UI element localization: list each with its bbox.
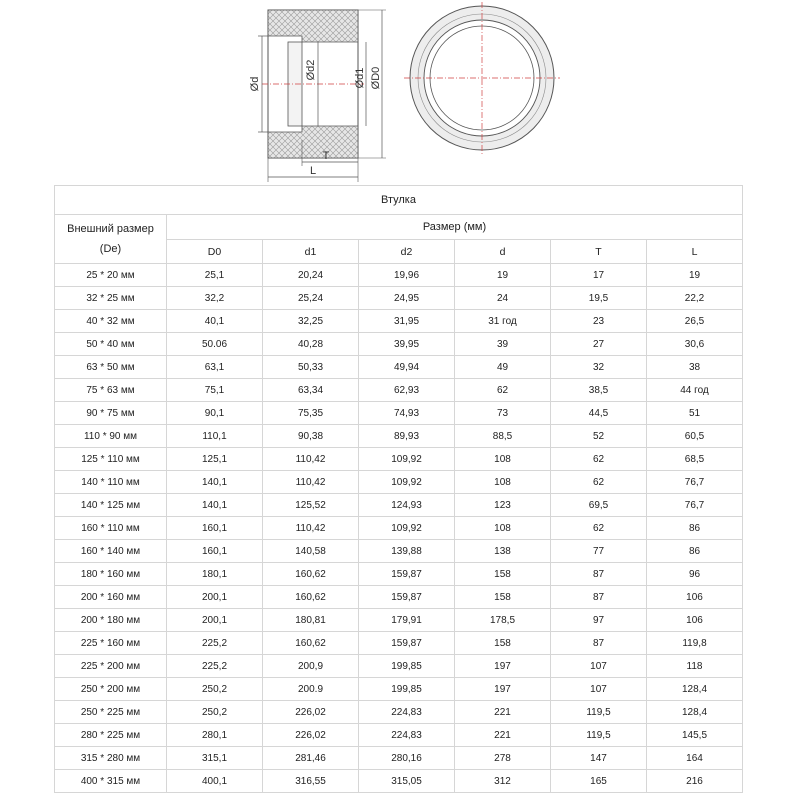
dimension-cell: 315,1 (167, 747, 263, 770)
dimension-cell: 119,5 (551, 701, 647, 724)
column-header-T: T (551, 240, 647, 264)
dimension-cell: 110,1 (167, 425, 263, 448)
dimension-cell: 40,28 (263, 333, 359, 356)
dimension-cell: 224,83 (359, 701, 455, 724)
dimension-cell: 160,1 (167, 517, 263, 540)
outer-size-cell: 110 * 90 мм (55, 425, 167, 448)
dimension-cell: 19 (647, 264, 743, 287)
dimension-cell: 180,1 (167, 563, 263, 586)
table-row (55, 632, 743, 655)
outer-size-cell: 315 * 280 мм (55, 747, 167, 770)
dimension-cell: 312 (455, 770, 551, 793)
dimension-cell: 140,1 (167, 471, 263, 494)
dimension-cell: 90,38 (263, 425, 359, 448)
column-header-d: d (455, 240, 551, 264)
dimension-cell: 281,46 (263, 747, 359, 770)
dimension-cell: 119,5 (551, 724, 647, 747)
size-header: Размер (мм) (167, 215, 743, 240)
dimension-cell: 280,1 (167, 724, 263, 747)
dimension-cell: 24,95 (359, 287, 455, 310)
dimension-cell: 160,62 (263, 563, 359, 586)
table-row (55, 517, 743, 540)
dimension-cell: 26,5 (647, 310, 743, 333)
label-D0: ØD0 (370, 66, 382, 90)
dimension-cell: 49,94 (359, 356, 455, 379)
label-L: L (309, 165, 317, 177)
dimension-cell: 197 (455, 678, 551, 701)
dimension-cell: 62 (551, 471, 647, 494)
column-header-d1: d1 (263, 240, 359, 264)
column-header-L: L (647, 240, 743, 264)
dimension-cell: 38 (647, 356, 743, 379)
dimension-cell: 160,1 (167, 540, 263, 563)
dimension-cell: 106 (647, 609, 743, 632)
dimension-cell: 87 (551, 632, 647, 655)
dimension-cell: 107 (551, 655, 647, 678)
outer-size-cell: 160 * 140 мм (55, 540, 167, 563)
outer-size-cell: 50 * 40 мм (55, 333, 167, 356)
dimension-cell: 147 (551, 747, 647, 770)
bushing-dimensions-table (54, 185, 743, 793)
section-view (249, 10, 386, 182)
dimension-cell: 76,7 (647, 494, 743, 517)
outer-size-cell: 160 * 110 мм (55, 517, 167, 540)
dimension-cell: 40,1 (167, 310, 263, 333)
dimension-cell: 108 (455, 471, 551, 494)
label-d2: Ød2 (305, 59, 317, 81)
bushing-technical-drawing (0, 0, 800, 185)
dimension-cell: 75,35 (263, 402, 359, 425)
outer-size-cell: 25 * 20 мм (55, 264, 167, 287)
table-row (55, 701, 743, 724)
outer-size-cell: 75 * 63 мм (55, 379, 167, 402)
table-row (55, 770, 743, 793)
dimension-cell: 110,42 (263, 517, 359, 540)
outer-size-cell: 125 * 110 мм (55, 448, 167, 471)
table-row (55, 724, 743, 747)
dimension-cell: 109,92 (359, 471, 455, 494)
dimension-cell: 44 год (647, 379, 743, 402)
table-row (55, 448, 743, 471)
dimension-cell: 138 (455, 540, 551, 563)
dimension-cell: 86 (647, 517, 743, 540)
dimension-cell: 316,55 (263, 770, 359, 793)
outer-size-cell: 180 * 160 мм (55, 563, 167, 586)
table-row (55, 287, 743, 310)
dimension-cell: 19,5 (551, 287, 647, 310)
dimension-cell: 164 (647, 747, 743, 770)
dimension-cell: 250,2 (167, 701, 263, 724)
label-d1: Ød1 (354, 67, 366, 89)
outer-size-cell: 90 * 75 мм (55, 402, 167, 425)
dimension-cell: 200.9 (263, 678, 359, 701)
dimension-cell: 106 (647, 586, 743, 609)
dimension-cell: 108 (455, 448, 551, 471)
dimension-cell: 145,5 (647, 724, 743, 747)
table-row (55, 494, 743, 517)
table-row (55, 563, 743, 586)
outer-size-header: Внешний размер (De) (55, 215, 167, 264)
dimension-cell: 50,33 (263, 356, 359, 379)
dimension-cell: 278 (455, 747, 551, 770)
dimension-cell: 124,93 (359, 494, 455, 517)
dimension-cell: 180,81 (263, 609, 359, 632)
dimension-cell: 160,62 (263, 632, 359, 655)
dimension-cell: 31,95 (359, 310, 455, 333)
dimension-cell: 315,05 (359, 770, 455, 793)
dimension-cell: 226,02 (263, 724, 359, 747)
dimension-cell: 160,62 (263, 586, 359, 609)
dimension-cell: 31 год (455, 310, 551, 333)
dimension-cell: 62,93 (359, 379, 455, 402)
dimension-cell: 74,93 (359, 402, 455, 425)
dimension-cell: 32,25 (263, 310, 359, 333)
table-row (55, 655, 743, 678)
column-header-d2: d2 (359, 240, 455, 264)
outer-size-cell: 140 * 125 мм (55, 494, 167, 517)
dimension-cell: 32 (551, 356, 647, 379)
dimension-cell: 226,02 (263, 701, 359, 724)
dimension-cell: 19 (455, 264, 551, 287)
dimension-cell: 86 (647, 540, 743, 563)
label-d: Ød (249, 76, 261, 92)
dimension-cell: 77 (551, 540, 647, 563)
dimension-cell: 179,91 (359, 609, 455, 632)
dimension-cell: 90,1 (167, 402, 263, 425)
table-row (55, 310, 743, 333)
dimension-cell: 25,24 (263, 287, 359, 310)
outer-size-cell: 250 * 225 мм (55, 701, 167, 724)
end-view (404, 2, 560, 154)
outer-size-cell: 280 * 225 мм (55, 724, 167, 747)
outer-size-cell: 225 * 160 мм (55, 632, 167, 655)
dimension-cell: 19,96 (359, 264, 455, 287)
dimension-cell: 68,5 (647, 448, 743, 471)
outer-size-cell: 63 * 50 мм (55, 356, 167, 379)
dimension-cell: 128,4 (647, 678, 743, 701)
dimension-cell: 89,93 (359, 425, 455, 448)
dimension-cell: 125,52 (263, 494, 359, 517)
dimension-cell: 17 (551, 264, 647, 287)
outer-size-cell: 32 * 25 мм (55, 287, 167, 310)
dimension-cell: 38,5 (551, 379, 647, 402)
dimension-cell: 199,85 (359, 678, 455, 701)
dimension-cell: 44,5 (551, 402, 647, 425)
dimension-cell: 159,87 (359, 632, 455, 655)
dimension-cell: 63,1 (167, 356, 263, 379)
dimension-cell: 140,58 (263, 540, 359, 563)
dimension-cell: 20,24 (263, 264, 359, 287)
dimension-cell: 69,5 (551, 494, 647, 517)
table-row (55, 586, 743, 609)
dimension-cell: 109,92 (359, 448, 455, 471)
dimension-cell: 250,2 (167, 678, 263, 701)
outer-size-cell: 200 * 160 мм (55, 586, 167, 609)
dimension-cell: 200,1 (167, 609, 263, 632)
table-title: Втулка (55, 186, 743, 215)
dimension-cell: 216 (647, 770, 743, 793)
dimension-cell: 51 (647, 402, 743, 425)
dimension-cell: 197 (455, 655, 551, 678)
dimension-cell: 158 (455, 632, 551, 655)
dimension-cell: 23 (551, 310, 647, 333)
outer-size-cell: 225 * 200 мм (55, 655, 167, 678)
dimension-cell: 49 (455, 356, 551, 379)
dimension-cell: 73 (455, 402, 551, 425)
dimension-cell: 178,5 (455, 609, 551, 632)
dimension-cell: 22,2 (647, 287, 743, 310)
dimension-cell: 159,87 (359, 586, 455, 609)
dimension-cell: 225,2 (167, 632, 263, 655)
dimension-cell: 225,2 (167, 655, 263, 678)
dimension-cell: 109,92 (359, 517, 455, 540)
dimension-cell: 158 (455, 586, 551, 609)
dimension-cell: 118 (647, 655, 743, 678)
dimension-cell: 165 (551, 770, 647, 793)
dimension-cell: 27 (551, 333, 647, 356)
dimension-cell: 140,1 (167, 494, 263, 517)
dimension-cell: 30,6 (647, 333, 743, 356)
dimension-cell: 63,34 (263, 379, 359, 402)
table-row (55, 379, 743, 402)
dimension-cell: 75,1 (167, 379, 263, 402)
dimension-cell: 125,1 (167, 448, 263, 471)
table-row (55, 747, 743, 770)
table-row (55, 425, 743, 448)
dimension-cell: 200,9 (263, 655, 359, 678)
dimension-cell: 62 (551, 517, 647, 540)
dimension-cell: 400,1 (167, 770, 263, 793)
dimension-cell: 224,83 (359, 724, 455, 747)
dimension-cell: 24 (455, 287, 551, 310)
table-row (55, 356, 743, 379)
dimension-cell: 221 (455, 701, 551, 724)
dimension-cell: 62 (551, 448, 647, 471)
dimension-cell: 158 (455, 563, 551, 586)
table-row (55, 540, 743, 563)
dimension-cell: 110,42 (263, 448, 359, 471)
table-row (55, 333, 743, 356)
dimension-cell: 87 (551, 563, 647, 586)
dimension-cell: 88,5 (455, 425, 551, 448)
dimension-cell: 108 (455, 517, 551, 540)
dimension-cell: 221 (455, 724, 551, 747)
outer-size-cell: 200 * 180 мм (55, 609, 167, 632)
dimension-cell: 119,8 (647, 632, 743, 655)
dimension-cell: 107 (551, 678, 647, 701)
label-T: T (322, 150, 330, 162)
table-row (55, 402, 743, 425)
dimension-cell: 128,4 (647, 701, 743, 724)
table-row (55, 609, 743, 632)
dimension-cell: 39,95 (359, 333, 455, 356)
dimension-cell: 199,85 (359, 655, 455, 678)
dimension-cell: 97 (551, 609, 647, 632)
dimension-cell: 50.06 (167, 333, 263, 356)
outer-size-cell: 140 * 110 мм (55, 471, 167, 494)
dimension-cell: 123 (455, 494, 551, 517)
dimension-cell: 76,7 (647, 471, 743, 494)
dimension-cell: 139,88 (359, 540, 455, 563)
dimension-cell: 60,5 (647, 425, 743, 448)
dimension-cell: 110,42 (263, 471, 359, 494)
dimension-cell: 159,87 (359, 563, 455, 586)
dimension-cell: 280,16 (359, 747, 455, 770)
dimension-cell: 200,1 (167, 586, 263, 609)
outer-size-cell: 400 * 315 мм (55, 770, 167, 793)
dimension-cell: 25,1 (167, 264, 263, 287)
dimension-cell: 62 (455, 379, 551, 402)
table-row (55, 471, 743, 494)
dimension-cell: 32,2 (167, 287, 263, 310)
table-row (55, 678, 743, 701)
outer-size-cell: 250 * 200 мм (55, 678, 167, 701)
table-row (55, 264, 743, 287)
dimension-cell: 52 (551, 425, 647, 448)
dimension-cell: 96 (647, 563, 743, 586)
outer-size-cell: 40 * 32 мм (55, 310, 167, 333)
column-header-D0: D0 (167, 240, 263, 264)
dimension-cell: 39 (455, 333, 551, 356)
dimension-cell: 87 (551, 586, 647, 609)
